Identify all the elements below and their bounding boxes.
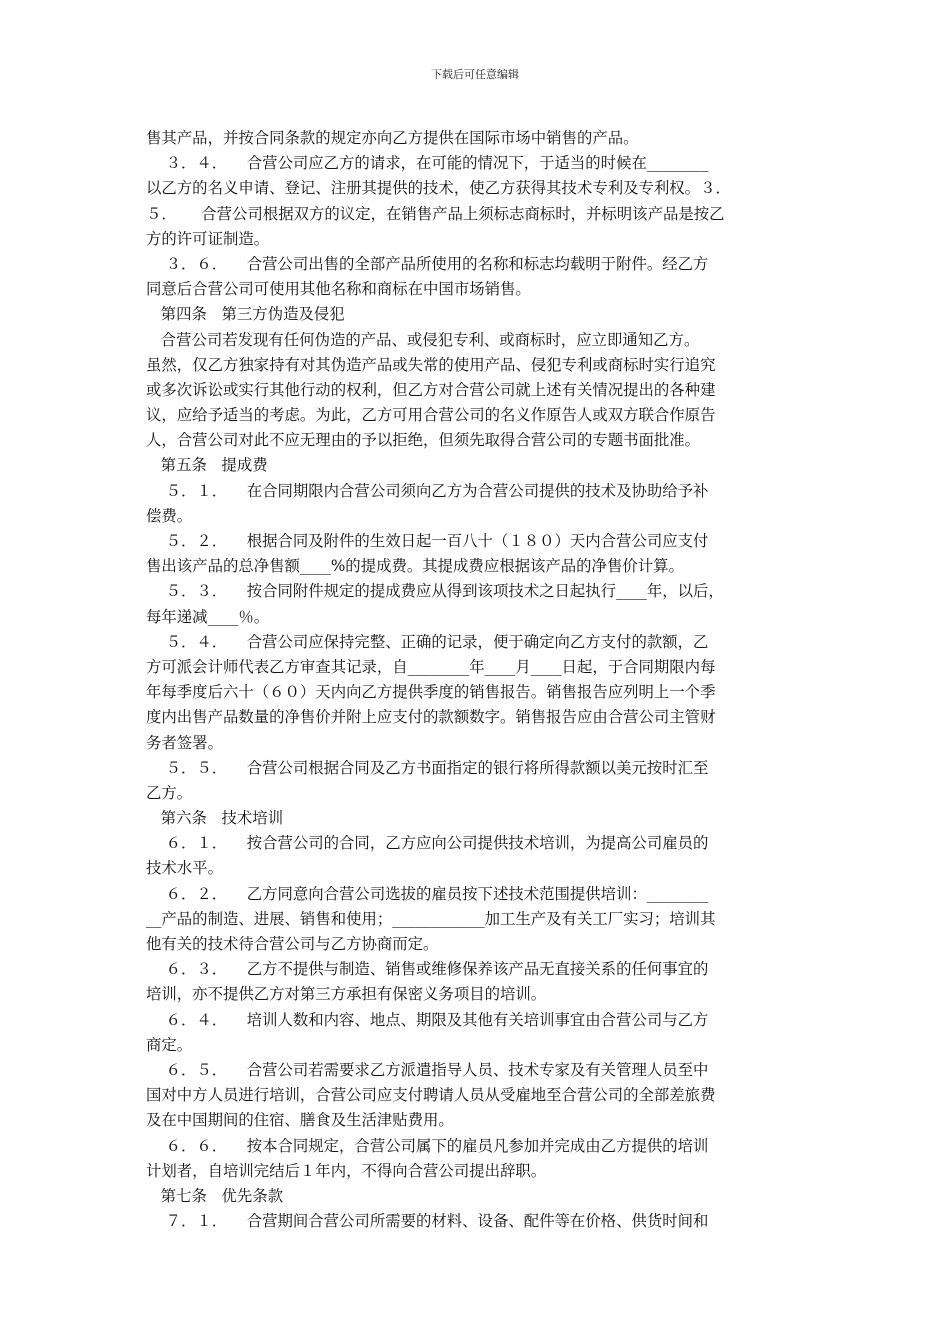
text-line: 人，合营公司对此不应无理由的予以拒绝，但须先取得合营公司的专题书面批准。 [146, 431, 701, 450]
text-line: ３．６． 合营公司出售的全部产品所使用的名称和标志均载明于附件。经乙方 [146, 254, 709, 273]
text-line: 度内出售产品数量的净售价并附上应支付的款额数字。销售报告应由合营公司主管财 [146, 708, 716, 727]
text-line: 合营公司若发现有任何伪造的产品、或侵犯专利、或商标时，应立即通知乙方。 [146, 330, 700, 349]
text-line: 第五条 提成费 [146, 456, 268, 475]
text-line: ５．５． 合营公司根据合同及乙方书面指定的银行将所得款额以美元按时汇至 [146, 758, 709, 777]
text-line: 每年递减____％。 [146, 607, 270, 626]
text-line: ５．４． 合营公司应保持完整、正确的记录，便于确定向乙方支付的款额，乙 [146, 632, 709, 651]
text-line: 计划者，自培训完结后１年内，不得向合营公司提出辞职。 [146, 1161, 547, 1180]
text-line: 第四条 第三方伪造及侵犯 [146, 305, 345, 324]
text-line: 售其产品，并按合同条款的规定亦向乙方提供在国际市场中销售的产品。 [146, 129, 639, 147]
text-line: 及在中国期间的住宿、膳食及生活津贴费用。 [146, 1111, 454, 1130]
text-line: 年每季度后六十（６０）天内向乙方提供季度的销售报告。销售报告应列明上一个季 [146, 683, 716, 702]
text-line: 以乙方的名义申请、登记、注册其提供的技术，使乙方获得其技术专利及专利权。３． [146, 179, 731, 198]
text-line: ６．５． 合营公司若需要求乙方派遣指导人员、技术专家及有关管理人员至中 [146, 1060, 709, 1079]
text-line: 售出该产品的总净售额____%的提成费。其提成费应根据该产品的净售价计算。 [146, 557, 684, 576]
text-line: 虽然，仅乙方独家持有对其伪造产品或失常的使用产品、侵犯专利或商标时实行追究 [146, 355, 716, 374]
text-line: 技术水平。 [146, 859, 223, 878]
text-line: 他有关的技术待合营公司与乙方协商而定。 [146, 935, 439, 953]
text-line: 或多次诉讼或实行其他行动的权利，但乙方对合营公司就上述有关情况提出的各种建 [146, 380, 716, 399]
text-line: ６．１． 按合营公司的合同，乙方应向公司提供技术培训，为提高公司雇员的 [146, 834, 709, 853]
text-line: ３．４． 合营公司应乙方的请求，在可能的情况下，于适当的时候在________ [146, 154, 709, 173]
text-line: 议，应给予适当的考虑。为此，乙方可用合营公司的名义作原告人或双方联合作原告 [146, 406, 716, 425]
text-line: ５． 合营公司根据双方的议定，在销售产品上须标志商标时，并标明该产品是按乙 [146, 204, 725, 223]
text-line: 国对中方人员进行培训，合营公司应支付聘请人员从受雇地至合营公司的全部差旅费 [146, 1086, 716, 1105]
text-line: 培训，亦不提供乙方对第三方承担有保密义务项目的培训。 [146, 985, 547, 1004]
text-line: 商定。 [146, 1035, 193, 1054]
text-line: ７．１． 合营期间合营公司所需要的材料、设备、配件等在价格、供货时间和 [146, 1212, 709, 1231]
text-line: 偿费。 [146, 506, 193, 525]
text-line: __产品的制造、进展、销售和使用；____________加工生产及有关工厂实习；培训其 [146, 909, 716, 928]
text-line: 第六条 技术培训 [146, 809, 284, 828]
text-line: ６．６． 按本合同规定，合营公司属下的雇员凡参加并完成由乙方提供的培训 [146, 1136, 709, 1155]
text-line: 方可派会计师代表乙方审查其记录，自________年____月____日起，于合同期限内每 [146, 657, 716, 676]
text-line: 乙方。 [146, 783, 193, 802]
text-line: ５．３． 按合同附件规定的提成费应从得到该项技术之日起执行____年，以后， [146, 582, 724, 601]
text-line: 同意后合营公司可使用其他名称和商标在中国市场销售。 [146, 280, 531, 299]
text-line: ６．２． 乙方同意向合营公司选拔的雇员按下述技术范围提供培训：________ [146, 884, 709, 903]
text-line: 第七条 优先条款 [146, 1186, 284, 1205]
page-header: 下载后可任意编辑 [431, 68, 519, 81]
text-line: 务者签署。 [146, 733, 223, 752]
text-line: ５．２． 根据合同及附件的生效日起一百八十（１８０）天内合营公司应支付 [146, 532, 709, 550]
text-line: ６．４． 培训人数和内容、地点、期限及其他有关培训事宜由合营公司与乙方 [146, 1010, 709, 1029]
document-body [146, 126, 808, 1234]
text-line: ５．１． 在合同期限内合营公司须向乙方为合营公司提供的技术及协助给予补 [146, 481, 709, 500]
text-line: ６．３． 乙方不提供与制造、销售或维修保养该产品无直接关系的任何事宜的 [146, 960, 709, 979]
text-line: 方的许可证制造。 [146, 229, 270, 248]
